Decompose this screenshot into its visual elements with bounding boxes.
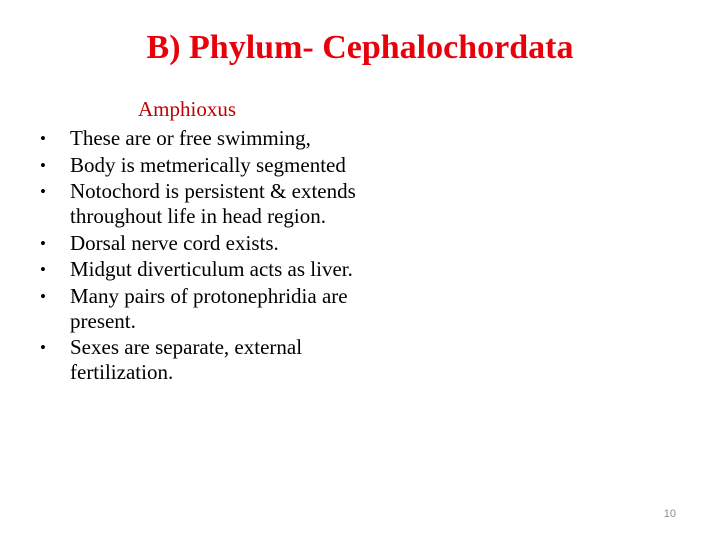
bullet-text: These are or free swimming,	[70, 126, 311, 150]
bullet-text: Dorsal nerve cord exists.	[70, 230, 279, 255]
slide-title: B) Phylum- Cephalochordata	[146, 29, 574, 66]
bullet-text: Body is metmerically segmented	[70, 152, 346, 177]
bullet-dot-icon: •	[40, 286, 46, 306]
bullet-item	[40, 335, 370, 385]
bullet-dot-icon: •	[40, 233, 46, 253]
bullet-dot-icon: •	[40, 129, 46, 148]
bullet-text: Sexes are separate, external fertilization.	[70, 335, 303, 384]
bullet-item	[40, 284, 370, 334]
bullet-dot-icon: •	[40, 182, 46, 201]
bullet-dot-icon: •	[40, 260, 46, 279]
bullet-dot-icon: •	[40, 338, 46, 357]
bullet-item	[40, 179, 370, 229]
bullet-item	[40, 231, 370, 256]
bullet-list	[40, 126, 370, 387]
bullet-dot-icon: •	[40, 155, 46, 175]
bullet-item	[40, 126, 370, 151]
bullet-text: Midgut diverticulum acts as liver.	[70, 257, 353, 281]
bullet-text: Many pairs of protonephridia are present.	[70, 283, 348, 333]
page-number: 10	[663, 508, 676, 520]
bullet-item	[40, 257, 370, 282]
slide-subtitle: Amphioxus	[138, 97, 237, 121]
bullet-item	[40, 153, 370, 178]
bullet-text: Notochord is persistent & extends throughout life in head region.	[70, 179, 356, 228]
